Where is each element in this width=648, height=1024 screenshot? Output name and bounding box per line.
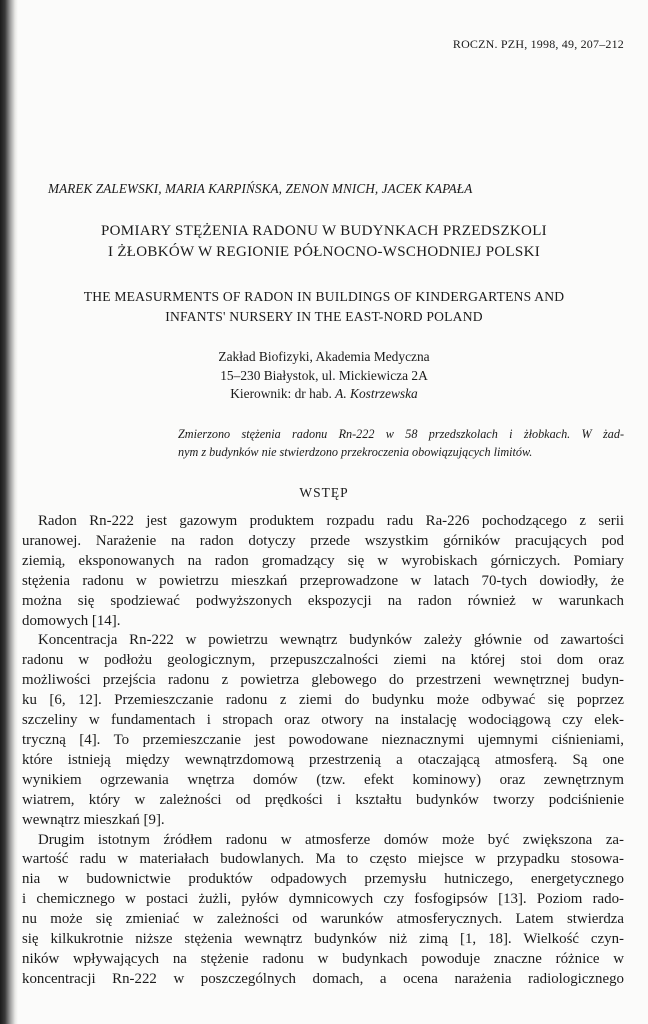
affiliation-head-label: Kierownik: dr hab.	[230, 386, 336, 401]
text-line: można się spodziewać podwyższonych ekspozycji na radon również w warunkach	[22, 592, 624, 609]
text-line: wiatrem, który w zależności od prędkości i kształtu budynków tworzy podciśnienie	[22, 791, 624, 808]
abstract	[178, 426, 624, 461]
text-line: uranowej. Narażenie na radon dotyczy przede wszystkim górników pracujących pod	[22, 532, 624, 549]
paragraph	[22, 631, 624, 830]
author-list: MAREK ZALEWSKI, MARIA KARPIŃSKA, ZENON MNICH, JACEK KAPAŁA	[48, 181, 473, 196]
binding-shadow	[0, 0, 18, 1024]
journal-reference: ROCZN. PZH, 1998, 49, 207–212	[452, 37, 624, 51]
english-title-line: THE MEASURMENTS OF RADON IN BUILDINGS OF KINDERGARTENS AND	[83, 289, 565, 304]
text-line: Koncentracja Rn-222 w powietrzu wewnątrz budynków zależy głównie od zawartości	[38, 632, 624, 649]
text-line: wewnątrz mieszkań [9].	[22, 811, 165, 828]
text-line: ku [6, 12]. Przemieszczanie radonu z ziemi do budynku może odbywać się poprzez	[22, 692, 624, 709]
text-line: Drugim istotnym źródłem radonu w atmosferze domów może być zwiększona za-	[38, 831, 624, 848]
text-line: ników wpływających na stężenie radonu w budynkach powoduje znaczne różnice w	[22, 950, 624, 967]
text-line: Radon Rn-222 jest gazowym produktem rozpadu radu Ra-226 pochodzącego z serii	[38, 513, 624, 529]
body-text	[22, 512, 624, 990]
affiliation-head-name: A. Kostrzewska	[335, 386, 418, 401]
text-line: możliwości przejścia radonu z powietrza glebowego do przestrzeni wewnętrznej budyn-	[22, 672, 624, 689]
polish-title-line: POMIARY STĘŻENIA RADONU W BUDYNKACH PRZEDSZKOLI	[101, 223, 547, 239]
affiliation-address: 15–230 Białystok, ul. Mickiewicza 2A	[220, 367, 428, 383]
affiliation-institution: Zakład Biofizyki, Akademia Medyczna	[218, 349, 430, 364]
paragraph	[22, 512, 624, 631]
text-line: się kilkukrotnie niższe stężenia wewnątrz budynków niż zimą [1, 18]. Wielkość czyn-	[22, 931, 624, 948]
text-line: wynikiem ogrzewania wnętrza domów (tzw. efekt kominowy) oraz zewnętrznym	[22, 771, 624, 788]
text-line: radonu w podłożu geologicznym, przepuszczalności ziemi na której stoi dom oraz	[22, 652, 624, 669]
text-line: które istnieją między wewnątrzdomową przestrzenią a otaczającą atmosferą. Są one	[22, 751, 624, 768]
text-line: szczeliny w fundamentach i stropach oraz otwory na instalację wodociągową czy elek-	[22, 712, 624, 729]
paragraph	[22, 831, 624, 990]
text-line: i chemicznego w postaci żużli, pyłów dymnicowych czy fosfogipsów [13]. Poziom rado-	[22, 891, 624, 908]
abstract-line: nym z budynków nie stwierdzono przekroczenia obowiązujących limitów.	[178, 444, 533, 459]
text-line: tryczną [4]. To przemieszczanie jest powodowane nieznacznymi ujemnymi ciśnieniami,	[22, 731, 624, 748]
text-line: nia w budownictwie produktów odpadowych przemysłu hutniczego, energetycznego	[22, 871, 624, 888]
text-line: ziemią, eksponowanych na radon gromadzący się w wyrobiskach górniczych. Pomiary	[22, 552, 624, 569]
text-line: stężenia radonu w powietrzu mieszkań przeprowadzone w latach 70-tych dowiodły, że	[22, 572, 624, 589]
abstract-line: Zmierzono stężenia radonu Rn-222 w 58 przedszkolach i żłobkach. W żad-	[178, 427, 624, 441]
affiliation	[0, 348, 648, 404]
polish-title	[0, 221, 648, 263]
affiliation-head	[0, 385, 648, 404]
polish-title-line: I ŻŁOBKÓW W REGIONIE PÓŁNOCNO-WSCHODNIEJ POLSKI	[108, 244, 540, 260]
text-line: wartość radu w materiałach budowlanych. Ma to często miejsce w przypadku stosowa-	[22, 851, 624, 868]
english-title	[0, 287, 648, 327]
section-heading: WSTĘP	[299, 485, 349, 500]
text-line: domowych [14].	[22, 612, 121, 629]
text-line: koncentracji Rn-222 w poszczególnych domach, a ocena narażenia radiologicznego	[22, 970, 624, 987]
text-line: nu może się zmieniać w zależności od warunków atmosferycznych. Latem stwierdza	[22, 911, 624, 928]
english-title-line: INFANTS' NURSERY IN THE EAST-NORD POLAND	[165, 309, 483, 324]
